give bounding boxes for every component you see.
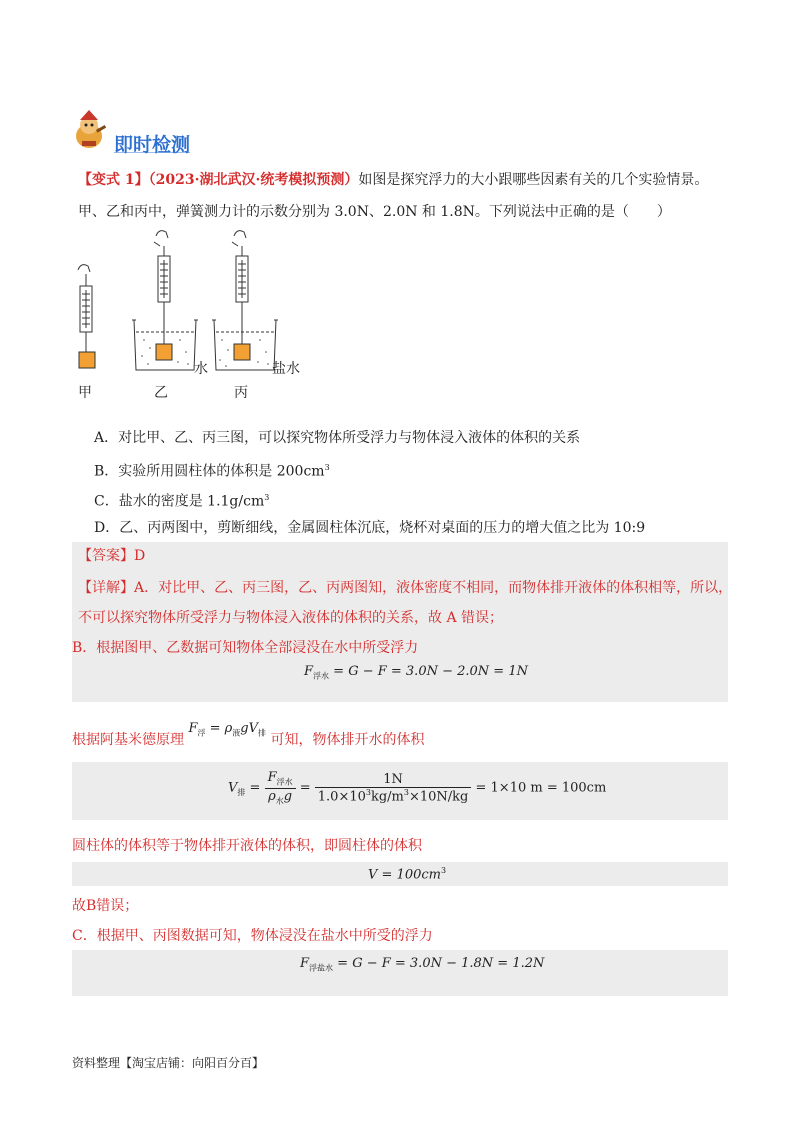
explanation-c-line-1: C．根据甲、丙图数据可知，物体浸没在盐水中所受的浮力 — [72, 928, 433, 944]
formula-cylinder-volume-text: V = 100cm — [368, 867, 441, 883]
figure-label-water: 水 — [194, 361, 208, 377]
question-line-2: 甲、乙和丙中，弹簧测力计的示数分别为 3.0N、2.0N 和 1.8N。下列说法中正确的是（ ） — [78, 204, 671, 220]
explanation-b-line-2-post: 可知，物体排开水的体积 — [270, 732, 425, 748]
answer-label: 【答案】D — [78, 548, 146, 564]
explanation-label: 【详解】 — [78, 580, 134, 596]
explanation-a-text-1: A．对比甲、乙、丙三图，乙、丙两图知，液体密度不相同，而物体排开液体的体积相等，所以， — [134, 580, 733, 596]
formula-volume: $V_排$ = $\frac{F_{浮水}}{\rho_水g}$ = $\frac{1N}{1.0\times 10^3kg/m^3\times 10N/kg}$ = 1×10 m = 100cm — [228, 770, 607, 806]
option-b-text: B．实验所用圆柱体的体积是 200cm — [94, 463, 325, 480]
experiment-figure — [70, 228, 310, 378]
figure-label-salt-water: 盐水 — [272, 361, 300, 377]
archimedes-formula: $F_浮 = \rho_液gV_排$ — [188, 721, 267, 738]
formula-buoyancy-salt: $F_{浮盐水} = G - F = 3.0N - 1.8N = 1.2N$ — [300, 956, 545, 973]
formula-cylinder-sup: 3 — [440, 866, 447, 875]
formula-buoyancy-salt-text: = G − F = 3.0N − 1.8N = 1.2N — [337, 956, 545, 971]
option-b — [94, 458, 330, 482]
figure-label-jia: 甲 — [78, 385, 92, 401]
figure-label-yi: 乙 — [154, 385, 168, 401]
section-title: 即时检测 — [114, 134, 191, 156]
explanation-b-conclusion: 故B错误； — [72, 898, 139, 914]
option-c — [94, 488, 269, 512]
scale-yi — [132, 231, 198, 370]
explanation-b-line-1: B．根据图甲、乙数据可知物体全部浸没在水中所受浮力 — [72, 640, 419, 656]
formula-buoyancy-water: $F_{浮水} = G - F = 3.0N - 2.0N = 1N$ — [304, 664, 528, 681]
explanation-b-line-2-pre: 根据阿基米德原理 — [72, 732, 184, 748]
explanation-a-line-2: 不可以探究物体所受浮力与物体浸入液体的体积的关系，故 A 错误； — [78, 610, 504, 626]
question-stem-1: 如图是探究浮力的大小跟哪些因素有关的几个实验情景。 — [358, 172, 709, 188]
footer-text: 资料整理【淘宝店铺：向阳百分百】 — [72, 1056, 265, 1070]
figure-label-bing: 丙 — [234, 385, 248, 401]
question-line-1 — [78, 170, 708, 190]
option-b-sup: 3 — [324, 463, 330, 472]
explanation-b-line-3: 圆柱体的体积等于物体排开液体的体积，即圆柱体的体积 — [72, 838, 422, 854]
option-c-sup: 3 — [264, 493, 270, 502]
scale-bing — [212, 231, 278, 370]
option-a: A．对比甲、乙、丙三图，可以探究物体所受浮力与物体浸入液体的体积的关系 — [94, 430, 581, 446]
question-tag: 【变式 1】 — [78, 172, 149, 188]
option-c-text: C．盐水的密度是 1.1g/cm — [94, 493, 265, 510]
formula-volume-tail: = 1×10 m = 100cm — [475, 780, 607, 796]
mascot-icon — [70, 108, 108, 150]
option-d: D．乙、丙两图中，剪断细线，金属圆柱体沉底，烧杯对桌面的压力的增大值之比为 10:9 — [94, 520, 646, 536]
explanation-b-line-2 — [72, 721, 425, 756]
question-source: （2023·湖北武汉·统考模拟预测） — [148, 172, 359, 188]
scale-jia — [78, 265, 95, 368]
explanation-a-line-1 — [78, 578, 732, 598]
formula-cylinder-volume — [368, 866, 446, 882]
formula-buoyancy-water-text: = G − F = 3.0N − 2.0N = 1N — [333, 664, 528, 679]
